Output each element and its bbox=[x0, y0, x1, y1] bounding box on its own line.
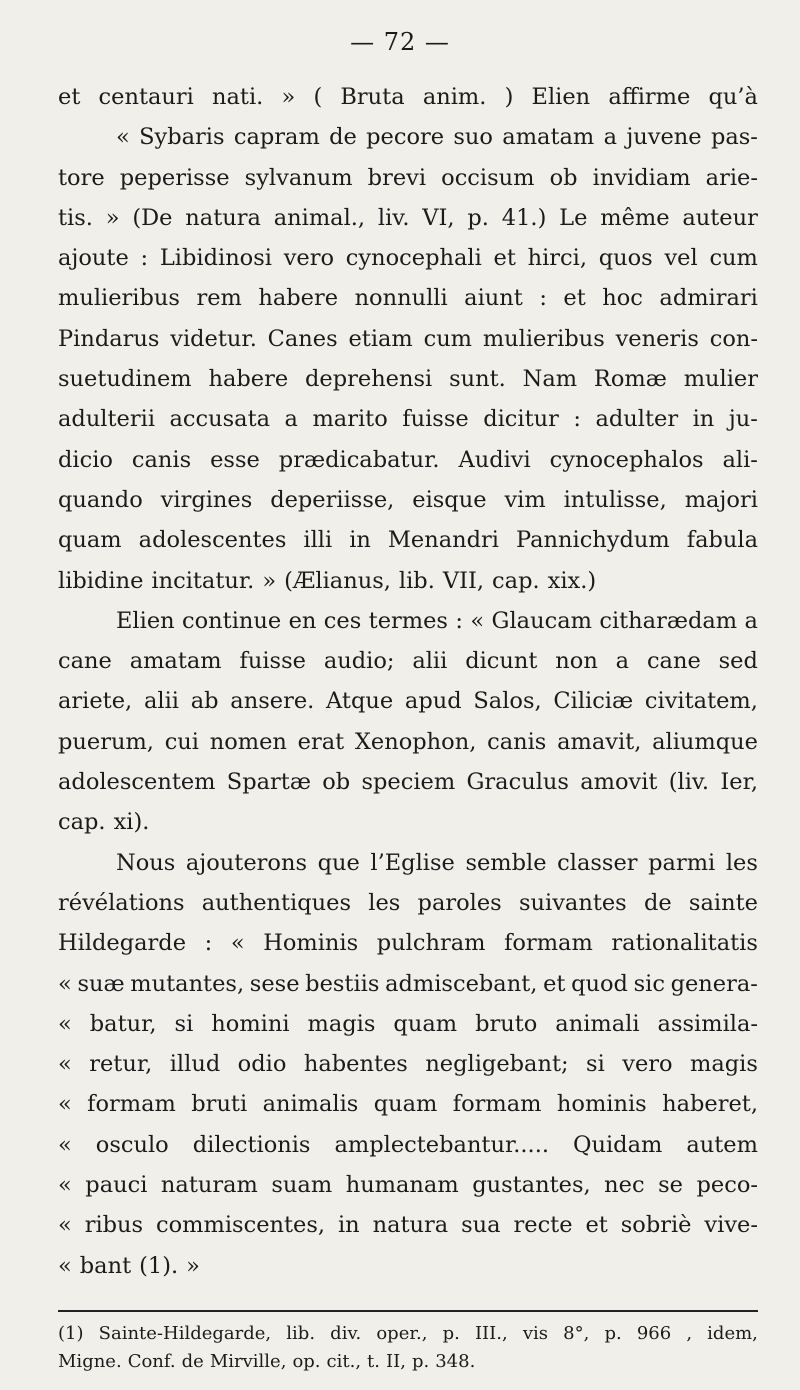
text-line: mulieribus rem habere nonnulli aiunt : et hoc admirari bbox=[58, 285, 758, 312]
text-line: et centauri nati. » ( Bruta anim. ) Elien affirme qu’à bbox=[58, 84, 758, 110]
text-line: cane amatam fuisse audio; alii dicunt non a cane sed bbox=[58, 648, 758, 675]
text-line: adolescentem Spartæ ob speciem Graculus amovit (liv. Ier, bbox=[58, 769, 758, 796]
text-line: ajoute : Libidinosi vero cynocephali et hirci, quos vel cum bbox=[58, 245, 758, 272]
text-line: « bant (1). » bbox=[58, 1252, 200, 1279]
text-line: dicio canis esse prædicabatur. Audivi cynocephalos ali- bbox=[58, 446, 758, 473]
text-line: « batur, si homini magis quam bruto animali assimila- bbox=[58, 1010, 758, 1037]
footnote-divider bbox=[58, 1310, 758, 1312]
text-line: Elien continue en ces termes : « Glaucam citharædam a bbox=[116, 607, 758, 634]
text-line: cap. xi). bbox=[58, 809, 150, 836]
footnote-line: (1) Sainte-Hildegarde, lib. div. oper., p. III., vis 8°, p. 966 , idem, bbox=[58, 1323, 758, 1344]
text-line: « suæ mutantes, sese bestiis admiscebant, et quod sic genera- bbox=[58, 970, 758, 997]
body-text bbox=[58, 77, 758, 1286]
text-line: ariete, alii ab ansere. Atque apud Salos, Ciliciæ civitatem, bbox=[58, 688, 758, 715]
text-line: Hildegarde : « Hominis pulchram formam rationalitatis bbox=[58, 930, 758, 957]
text-line: « osculo dilectionis amplectebantur..... Quidam autem bbox=[58, 1131, 758, 1158]
text-line: suetudinem habere deprehensi sunt. Nam Romæ mulier bbox=[58, 366, 758, 393]
text-line: « retur, illud odio habentes negligebant; si vero magis bbox=[58, 1051, 758, 1078]
text-line: quam adolescentes illi in Menandri Pannichydum fabula bbox=[58, 527, 758, 554]
text-line: tis. » (De natura animal., liv. VI, p. 41.) Le même auteur bbox=[58, 204, 758, 231]
text-line: « formam bruti animalis quam formam hominis haberet, bbox=[58, 1091, 758, 1118]
text-line: Pindarus videtur. Canes etiam cum mulieribus veneris con- bbox=[58, 325, 758, 352]
text-line: « Sybaris capram de pecore suo amatam a juvene pas- bbox=[116, 124, 758, 151]
text-line: tore peperisse sylvanum brevi occisum ob invidiam arie- bbox=[58, 164, 758, 191]
footnote-line: Migne. Conf. de Mirville, op. cit., t. II, p. 348. bbox=[58, 1351, 476, 1372]
footnote bbox=[58, 1320, 758, 1376]
text-line: libidine incitatur. » (Ælianus, lib. VII, cap. xix.) bbox=[58, 567, 597, 594]
text-line: révélations authentiques les paroles suivantes de sainte bbox=[58, 889, 758, 916]
text-line: « pauci naturam suam humanam gustantes, nec se peco- bbox=[58, 1172, 758, 1199]
text-line: Nous ajouterons que l’Eglise semble classer parmi les bbox=[116, 849, 758, 876]
text-line: puerum, cui nomen erat Xenophon, canis amavit, aliumque bbox=[58, 728, 758, 755]
text-line: adulterii accusata a marito fuisse dicitur : adulter in ju- bbox=[58, 406, 758, 433]
text-line: « ribus commiscentes, in natura sua recte et sobriè vive- bbox=[58, 1212, 758, 1239]
page-number: — 72 — bbox=[350, 28, 450, 56]
text-line: quando virgines deperiisse, eisque vim intulisse, majori bbox=[58, 486, 758, 513]
